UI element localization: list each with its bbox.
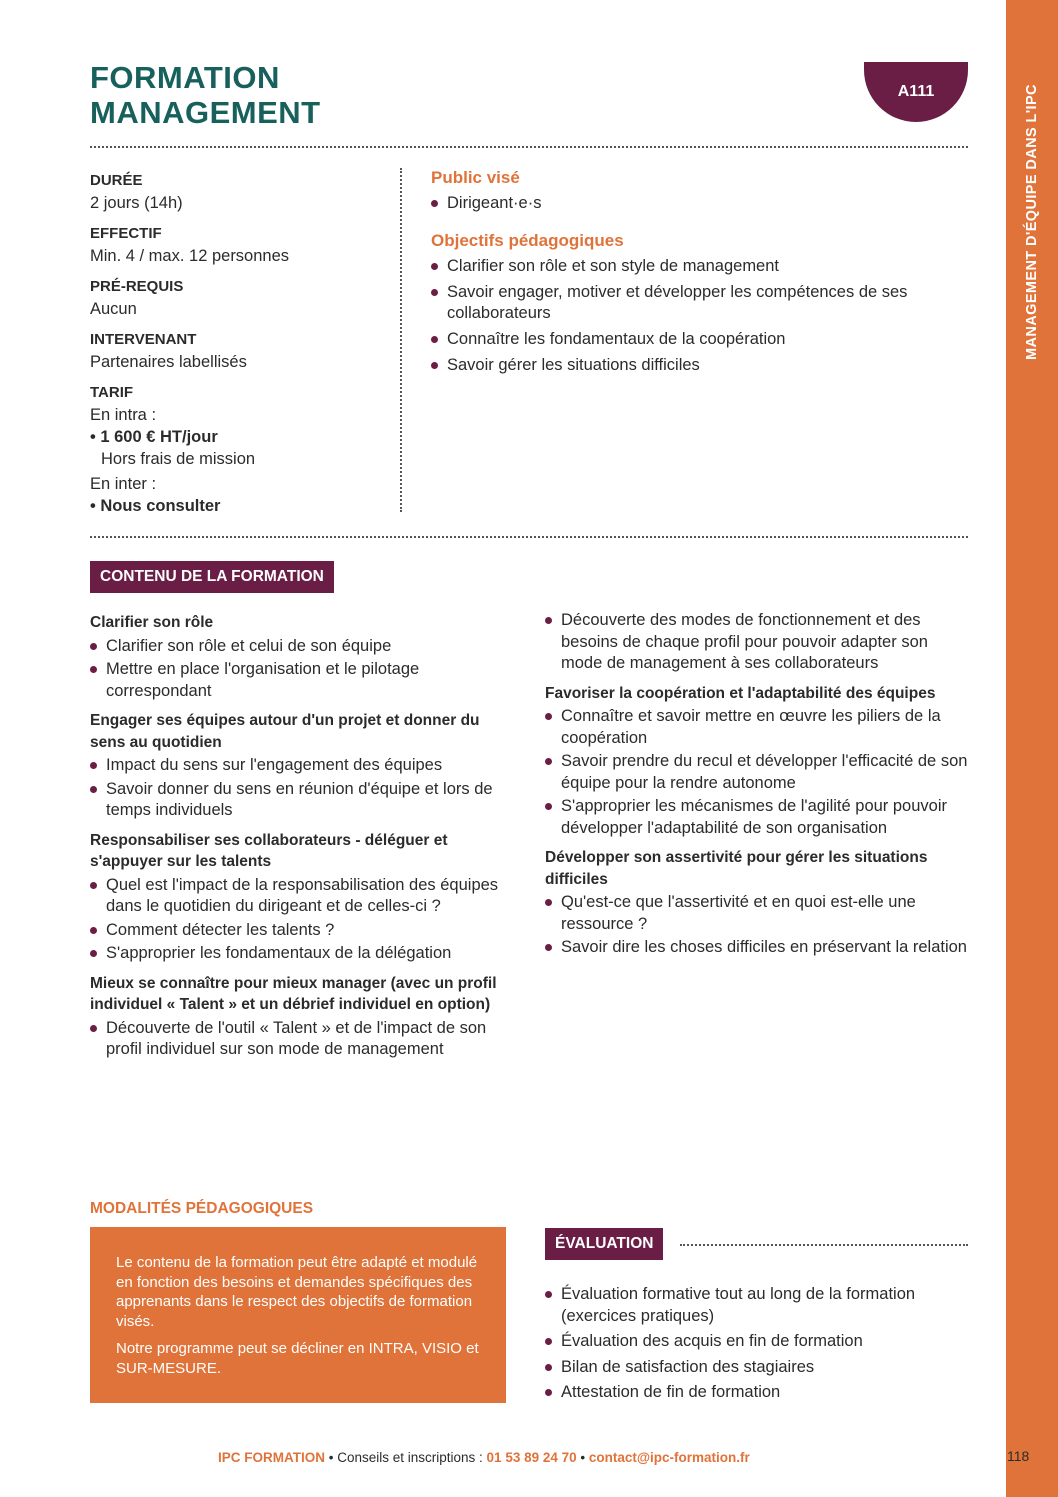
list-item: Clarifier son rôle et celui de son équipe bbox=[90, 636, 505, 658]
list-item: Savoir donner du sens en réunion d'équipe et lors de temps individuels bbox=[90, 779, 505, 822]
tarif-intra-price: • 1 600 € HT/jour bbox=[90, 428, 218, 446]
evaluation-divider bbox=[680, 1244, 968, 1246]
intervenant-label: INTERVENANT bbox=[90, 331, 197, 348]
footer-brand: IPC FORMATION bbox=[218, 1450, 325, 1465]
divider-middle bbox=[90, 536, 968, 538]
list-item: Comment détecter les talents ? bbox=[90, 920, 505, 942]
section-list bbox=[545, 706, 970, 839]
objectifs-list bbox=[431, 256, 951, 376]
public-objectifs bbox=[431, 167, 951, 376]
title-line-2: MANAGEMENT bbox=[90, 95, 321, 130]
list-item: Quel est l'impact de la responsabilisation des équipes dans le quotidien du dirigeant et de celles-ci ? bbox=[90, 875, 505, 918]
footer-sep-1: • Conseils et inscriptions : bbox=[325, 1450, 487, 1465]
section-list bbox=[545, 610, 970, 675]
evaluation-list bbox=[545, 1280, 955, 1404]
course-code-badge: A111 bbox=[864, 62, 968, 122]
modalites-text-1: Le contenu de la formation peut être adapté et modulé en fonction des besoins et demandes spécifiques des apprenants dans le respect des objectifs de formation visés. bbox=[116, 1254, 478, 1330]
contenu-right bbox=[545, 610, 970, 959]
list-item: Savoir engager, motiver et développer les compétences de ses collaborateurs bbox=[431, 282, 951, 324]
title-line-1: FORMATION bbox=[90, 60, 280, 95]
contenu-left bbox=[90, 612, 505, 1061]
prerequis-value: Aucun bbox=[90, 300, 137, 318]
modalites-title: MODALITÉS PÉDAGOGIQUES bbox=[90, 1200, 314, 1217]
duree-value: 2 jours (14h) bbox=[90, 194, 183, 212]
list-item: Évaluation formative tout au long de la formation (exercices pratiques) bbox=[545, 1284, 955, 1327]
tarif-inter: En inter : bbox=[90, 475, 157, 493]
tarif-intra: En intra : bbox=[90, 406, 157, 424]
contenu-heading: CONTENU DE LA FORMATION bbox=[90, 561, 334, 593]
list-item: Qu'est-ce que l'assertivité et en quoi est-elle une ressource ? bbox=[545, 892, 970, 935]
section-list bbox=[90, 1018, 505, 1061]
section-list bbox=[90, 636, 505, 703]
side-band bbox=[1006, 0, 1058, 1497]
divider-vertical bbox=[400, 168, 402, 512]
section-list bbox=[90, 875, 505, 965]
objectifs-title: Objectifs pédagogiques bbox=[431, 231, 624, 250]
list-item: S'approprier les mécanismes de l'agilité pour pouvoir développer l'adaptabilité de son organisation bbox=[545, 796, 970, 839]
list-item: Attestation de fin de formation bbox=[545, 1382, 955, 1404]
list-item: Savoir prendre du recul et développer l'efficacité de son équipe pour la rendre autonome bbox=[545, 751, 970, 794]
list-item: Mettre en place l'organisation et le pilotage correspondant bbox=[90, 659, 505, 702]
side-band-label: MANAGEMENT D'ÉQUIPE DANS L'IPC bbox=[1024, 84, 1040, 360]
duree-label: DURÉE bbox=[90, 172, 143, 189]
list-item: Connaître les fondamentaux de la coopération bbox=[431, 329, 951, 350]
evaluation-heading: ÉVALUATION bbox=[545, 1228, 663, 1260]
footer-email-link[interactable]: contact@ipc-formation.fr bbox=[588, 1450, 750, 1465]
section-heading: Mieux se connaître pour mieux manager (avec un profil individuel « Talent » et un débrief individuel en option) bbox=[90, 974, 497, 1013]
footer bbox=[218, 1450, 750, 1465]
list-item: Impact du sens sur l'engagement des équipes bbox=[90, 755, 505, 777]
tarif-inter-price: • Nous consulter bbox=[90, 497, 221, 515]
list-item: S'approprier les fondamentaux de la délégation bbox=[90, 943, 505, 965]
footer-sep-2: • bbox=[576, 1450, 589, 1465]
list-item: Découverte de l'outil « Talent » et de l'impact de son profil individuel sur son mode de management bbox=[90, 1018, 505, 1061]
section-list bbox=[90, 755, 505, 822]
list-item: Savoir gérer les situations difficiles bbox=[431, 355, 951, 376]
section-list bbox=[545, 1284, 955, 1404]
tarif-intra-note: Hors frais de mission bbox=[101, 450, 256, 468]
section-heading: Favoriser la coopération et l'adaptabilité des équipes bbox=[545, 684, 936, 702]
section-heading: Clarifier son rôle bbox=[90, 614, 214, 631]
footer-phone[interactable]: 01 53 89 24 70 bbox=[486, 1450, 577, 1465]
list-item: Bilan de satisfaction des stagiaires bbox=[545, 1357, 955, 1379]
public-title: Public visé bbox=[431, 168, 520, 187]
section-heading: Responsabiliser ses collaborateurs - déléguer et s'appuyer sur les talents bbox=[90, 831, 448, 870]
list-item: Évaluation des acquis en fin de formation bbox=[545, 1331, 955, 1353]
tarif-label: TARIF bbox=[90, 384, 134, 401]
course-info bbox=[90, 170, 390, 517]
list-item: Découverte des modes de fonctionnement et des besoins de chaque profil pour pouvoir adapter son mode de management à ses collaborateurs bbox=[545, 610, 970, 675]
modalites-box bbox=[90, 1227, 506, 1403]
intervenant-value: Partenaires labellisés bbox=[90, 353, 247, 371]
page-number: 118 bbox=[1007, 1448, 1030, 1464]
list-item: Connaître et savoir mettre en œuvre les piliers de la coopération bbox=[545, 706, 970, 749]
list-item: Dirigeant·e·s bbox=[431, 193, 951, 214]
list-item: Clarifier son rôle et son style de management bbox=[431, 256, 951, 277]
list-item: Savoir dire les choses difficiles en préservant la relation bbox=[545, 937, 970, 959]
effectif-value: Min. 4 / max. 12 personnes bbox=[90, 247, 290, 265]
divider-top bbox=[90, 146, 968, 148]
effectif-label: EFFECTIF bbox=[90, 225, 162, 242]
public-list bbox=[431, 193, 951, 214]
section-heading: Développer son assertivité pour gérer les situations difficiles bbox=[545, 849, 928, 888]
section-heading: Engager ses équipes autour d'un projet et donner du sens au quotidien bbox=[90, 712, 480, 751]
prerequis-label: PRÉ-REQUIS bbox=[90, 278, 184, 295]
modalites-text-2: Notre programme peut se décliner en INTRA, VISIO et SUR-MESURE. bbox=[116, 1340, 479, 1377]
page-title bbox=[90, 60, 321, 130]
section-list bbox=[545, 892, 970, 959]
